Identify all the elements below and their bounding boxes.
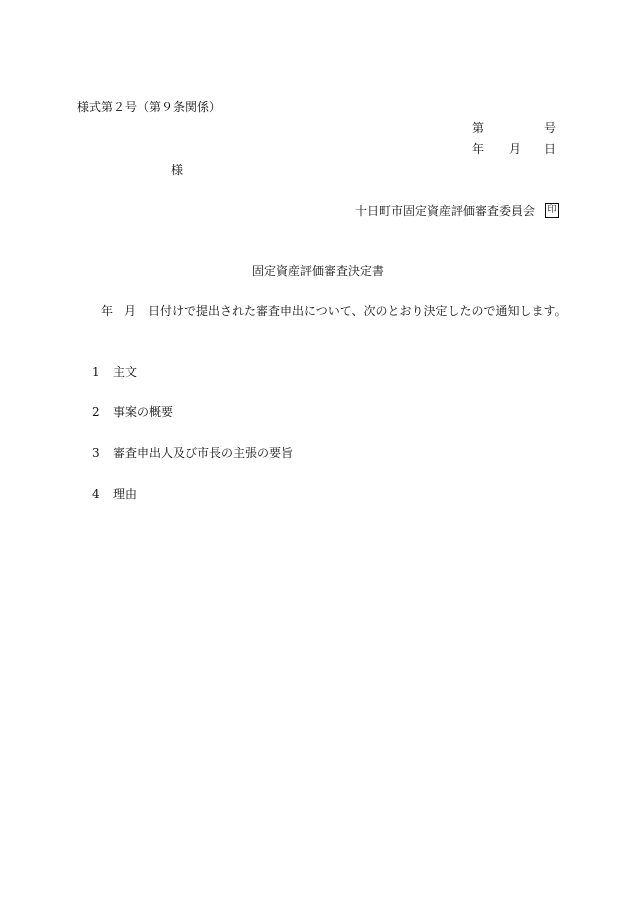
item-number: 3 xyxy=(92,446,100,460)
document-number-suffix: 号 xyxy=(544,121,557,135)
document-number-prefix: 第 xyxy=(472,121,485,135)
item-number: 4 xyxy=(92,487,100,501)
date-year-label: 年 xyxy=(472,142,485,156)
body-year-label: 年 xyxy=(101,304,114,318)
item-number: 1 xyxy=(92,365,100,379)
item-label: 主文 xyxy=(113,365,138,379)
date-day-label: 日 xyxy=(544,142,557,156)
date-month-label: 月 xyxy=(509,142,522,156)
body-month-label: 月 xyxy=(124,304,137,318)
item-label: 理由 xyxy=(113,487,138,501)
item-label: 事案の概要 xyxy=(113,405,174,419)
issuer-name: 十日町市固定資産評価審査委員会 xyxy=(355,204,536,218)
addressee-suffix: 様 xyxy=(171,163,184,177)
seal-mark: 印 xyxy=(545,203,559,218)
item-label: 審査申出人及び市長の主張の要旨 xyxy=(113,446,294,460)
item-number: 2 xyxy=(92,405,100,419)
form-number: 様式第２号（第９条関係） xyxy=(77,100,222,114)
body-text: 日付けで提出された審査申出について、次のとおり決定したので通知します。 xyxy=(148,304,567,318)
document-title: 固定資産評価審査決定書 xyxy=(252,264,385,278)
